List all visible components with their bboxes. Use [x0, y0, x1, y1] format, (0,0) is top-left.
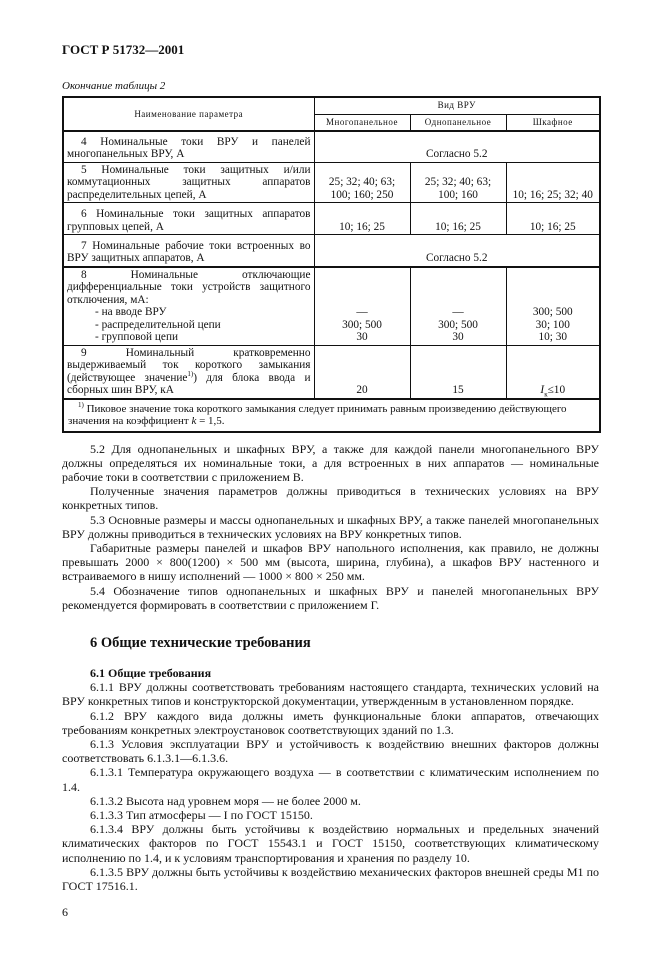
header-col: Однопанельное — [410, 114, 506, 131]
paragraph: 6.1.3 Условия эксплуатации ВРУ и устойчивость к воздействию внешних факторов должны соответствовать 6.1.3.1—6.1.3.6. — [62, 736, 599, 766]
paragraph: 5.2 Для однопанельных и шкафных ВРУ, а также для каждой панели многопанельного ВРУ должны определяться их номинальные токи, а для встроенных в них аппаратов — номинальные рабочие токи в соответствии с приложением В. — [62, 441, 599, 484]
paragraph: 6.1.3.4 ВРУ должны быть устойчивы к воздействию нормальных и предельных значений климатических факторов по ГОСТ 15543.1 и ГОСТ 15150, соответствующих климатическому исполнению по 1.4, и к условиям транспортирования и хранения по разделу 10. — [62, 822, 599, 865]
table-row: 8 Номинальные отключающие дифференциальные токи устройств защитного отключения, мА: - на вводе ВРУ - распределительной цепи - групповой цепи — 300; 500 30 — 300; 500 30 300; 500 30; 100 10; 30 — [63, 267, 600, 346]
header-col: Многопанельное — [314, 114, 410, 131]
header-col: Шкафное — [506, 114, 600, 131]
table-row: 4 Номинальные токи ВРУ и панелей многопанельных ВРУ, А Согласно 5.2 — [63, 131, 600, 162]
table-caption: Окончание таблицы 2 — [62, 80, 166, 92]
paragraph: 6.1.3.1 Температура окружающего воздуха — в соответствии с климатическим исполнением по 1.4. — [62, 765, 599, 794]
table-row: 9 Номинальный кратковременно выдерживаемый ток короткого замыкания (действующее значение$^{1)}$) для блока ввода и сборных шин ВРУ, кА 20 15 $I_к\le 10$ — [63, 345, 600, 399]
paragraph: Габаритные размеры панелей и шкафов ВРУ напольного исполнения, как правило, не должны превышать 2000 × 800(1200) × 500 мм (высота, ширина, глубина), а шкафов ВРУ настенного и встраиваемого в нишу исполнений — 1000 × 800 × 250 мм. — [62, 540, 599, 584]
section-heading: 6 Общие технические требования — [90, 634, 311, 651]
header-param: Наименование параметра — [63, 97, 314, 131]
table-footnote: $^{1)}$ Пиковое значение тока короткого замыкания следует принимать равным произведению действующего значения на коэффициент k = 1,5. — [63, 399, 600, 432]
paragraph: Полученные значения параметров должны приводиться в технических условиях на ВРУ конкретных типов. — [62, 484, 599, 513]
subsection-heading: 6.1 Общие требования — [90, 665, 212, 680]
paragraph: 6.1.1 ВРУ должны соответствовать требованиям настоящего стандарта, технических условий на ВРУ конкретных типов и конструкторской документации, утвержденным в установленном порядке. — [62, 680, 599, 709]
header-group: Вид ВРУ — [314, 97, 600, 114]
table-row: 7 Номинальные рабочие токи встроенных во ВРУ защитных аппаратов, А Согласно 5.2 — [63, 235, 600, 267]
document-header: ГОСТ Р 51732—2001 — [62, 42, 185, 57]
paragraph: 6.1.3.2 Высота над уровнем моря — не более 2000 м. — [90, 793, 361, 808]
paragraph: 6.1.3.5 ВРУ должны быть устойчивы к воздействию механических факторов внешней среды М1 по ГОСТ 17516.1. — [62, 864, 599, 893]
parameters-table — [62, 96, 601, 433]
paragraph: 5.4 Обозначение типов однопанельных и шкафных ВРУ и панелей многопанельных ВРУ рекомендуется формировать в соответствии с приложением Г. — [62, 583, 599, 612]
paragraph: 6.1.3.3 Тип атмосферы — I по ГОСТ 15150. — [90, 807, 313, 822]
paragraph: 6.1.2 ВРУ каждого вида должны иметь функциональные блоки аппаратов, отвечающих требованиям конкретных электроустановок соответствующих зданий по 1.3. — [62, 708, 599, 737]
table-row: 5 Номинальные токи защитных и/или коммутационных защитных аппаратов распределительных цепей, А 25; 32; 40; 63; 100; 160; 250 25; 32; 40; 63; 100; 160 10; 16; 25; 32; 40 — [63, 162, 600, 203]
page-number: 6 — [62, 905, 68, 920]
paragraph: 5.3 Основные размеры и массы однопанельных и шкафных ВРУ, а также панелей многопанельных ВРУ должны приводиться в технических условиях на ВРУ конкретных типов. — [62, 512, 599, 541]
table-row: 6 Номинальные токи защитных аппаратов групповых цепей, А 10; 16; 25 10; 16; 25 10; 16; 25 — [63, 203, 600, 235]
body-text — [62, 442, 599, 894]
